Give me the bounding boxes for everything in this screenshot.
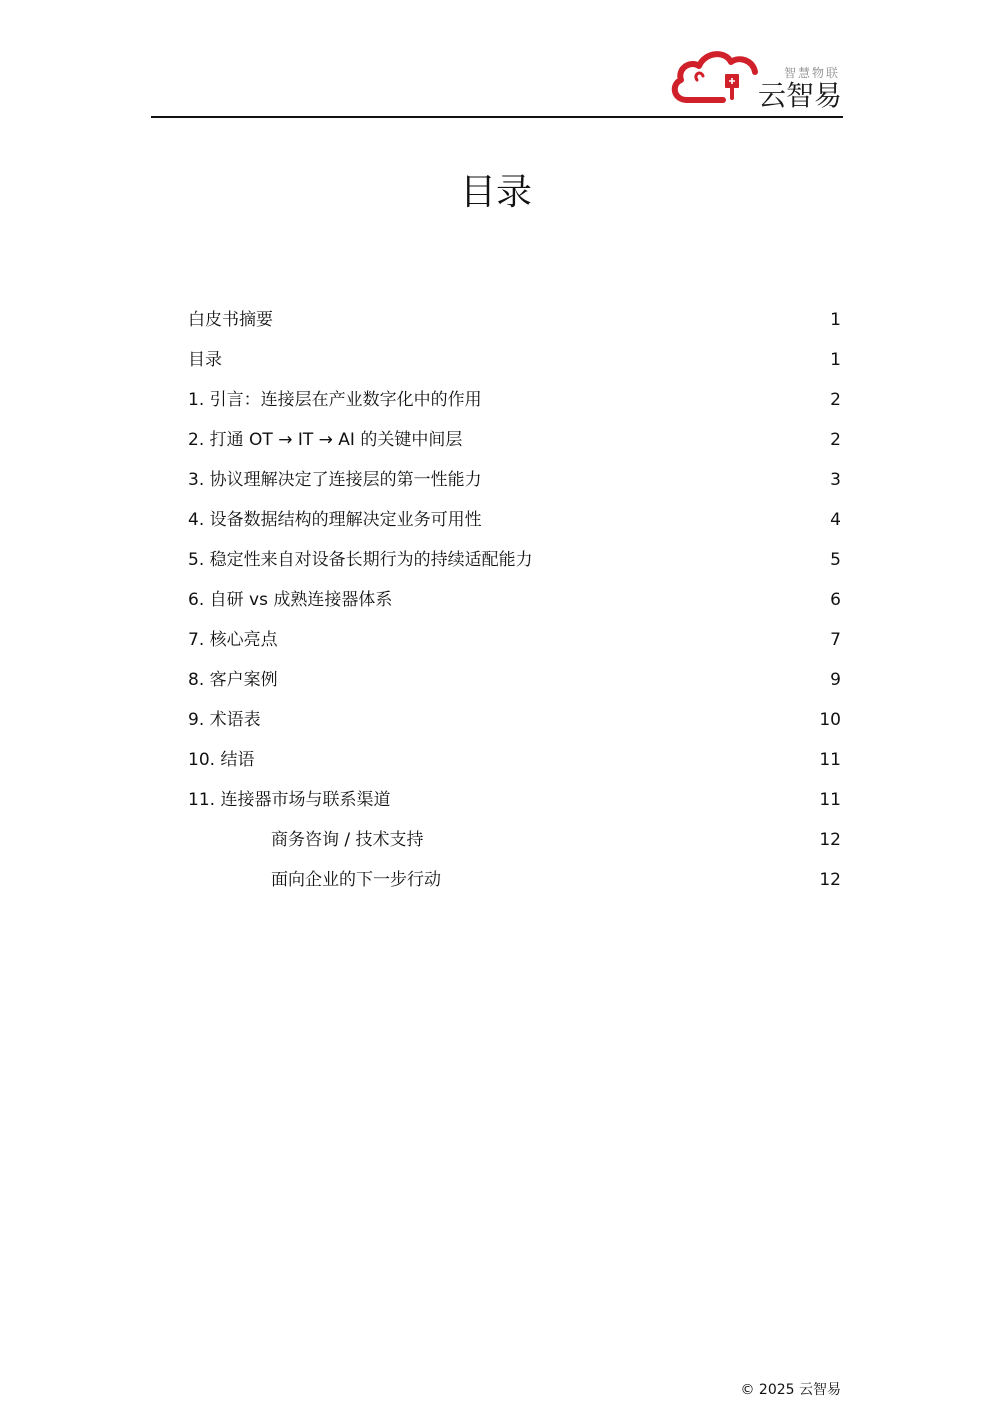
toc-entry-label[interactable]: 商务咨询 / 技术支持 [271, 830, 424, 850]
toc-entry-page-number: 2 [830, 430, 841, 450]
toc-entry-label[interactable]: 目录 [188, 350, 222, 370]
toc-entry-page-number: 10 [819, 710, 841, 730]
toc-entry[interactable] [188, 780, 843, 820]
toc-entry-page-number: 12 [819, 830, 841, 850]
toc-entry[interactable] [188, 300, 843, 340]
toc-entry-page-number: 7 [830, 630, 841, 650]
toc-entry-label[interactable]: 1. 引言：连接层在产业数字化中的作用 [188, 390, 482, 410]
page-title: 目录 [459, 172, 532, 213]
toc-entry-label[interactable]: 2. 打通 OT → IT → AI 的关键中间层 [188, 430, 463, 450]
toc-entry-page-number: 1 [830, 310, 841, 330]
toc-entry[interactable] [188, 380, 843, 420]
toc-entry-page-number: 1 [830, 350, 841, 370]
toc-entry-page-number: 12 [819, 870, 841, 890]
toc-entry-page-number: 9 [830, 670, 841, 690]
toc-entry-label[interactable]: 11. 连接器市场与联系渠道 [188, 790, 391, 810]
toc-entry[interactable] [188, 500, 843, 540]
toc-entry-page-number: 2 [830, 390, 841, 410]
toc-entry[interactable] [188, 660, 843, 700]
brand-logo [667, 46, 843, 114]
table-of-contents [188, 300, 843, 900]
toc-entry-label[interactable]: 面向企业的下一步行动 [271, 870, 441, 890]
logo-name: 云智易 [757, 79, 842, 112]
toc-entry[interactable] [188, 540, 843, 580]
toc-entry-page-number: 4 [830, 510, 841, 530]
toc-entry-page-number: 5 [830, 550, 841, 570]
toc-entry-label[interactable]: 4. 设备数据结构的理解决定业务可用性 [188, 510, 482, 530]
toc-entry-label[interactable]: 6. 自研 vs 成熟连接器体系 [188, 590, 393, 610]
toc-entry-label[interactable]: 8. 客户案例 [188, 670, 278, 690]
toc-entry[interactable] [188, 580, 843, 620]
toc-entry-page-number: 11 [819, 750, 841, 770]
toc-entry[interactable] [188, 620, 843, 660]
toc-entry-label[interactable]: 白皮书摘要 [188, 310, 273, 330]
page-header [151, 40, 843, 118]
toc-entry[interactable] [188, 820, 843, 860]
toc-entry-page-number: 6 [830, 590, 841, 610]
toc-entry-label[interactable]: 10. 结语 [188, 750, 255, 770]
toc-entry[interactable] [188, 700, 843, 740]
toc-entry-label[interactable]: 9. 术语表 [188, 710, 261, 730]
toc-entry-page-number: 11 [819, 790, 841, 810]
toc-entry-label[interactable]: 3. 协议理解决定了连接层的第一性能力 [188, 470, 482, 490]
toc-entry-label[interactable]: 7. 核心亮点 [188, 630, 278, 650]
toc-entry-page-number: 3 [830, 470, 841, 490]
toc-entry[interactable] [188, 860, 843, 900]
footer-copyright: © 2025 云智易 [740, 1382, 841, 1398]
toc-entry-label[interactable]: 5. 稳定性来自对设备长期行为的持续适配能力 [188, 550, 533, 570]
toc-entry[interactable] [188, 740, 843, 780]
logo-tagline: 智慧物联 [783, 66, 840, 80]
toc-entry[interactable] [188, 420, 843, 460]
toc-entry[interactable] [188, 460, 843, 500]
toc-entry[interactable] [188, 340, 843, 380]
header-divider [151, 116, 843, 118]
